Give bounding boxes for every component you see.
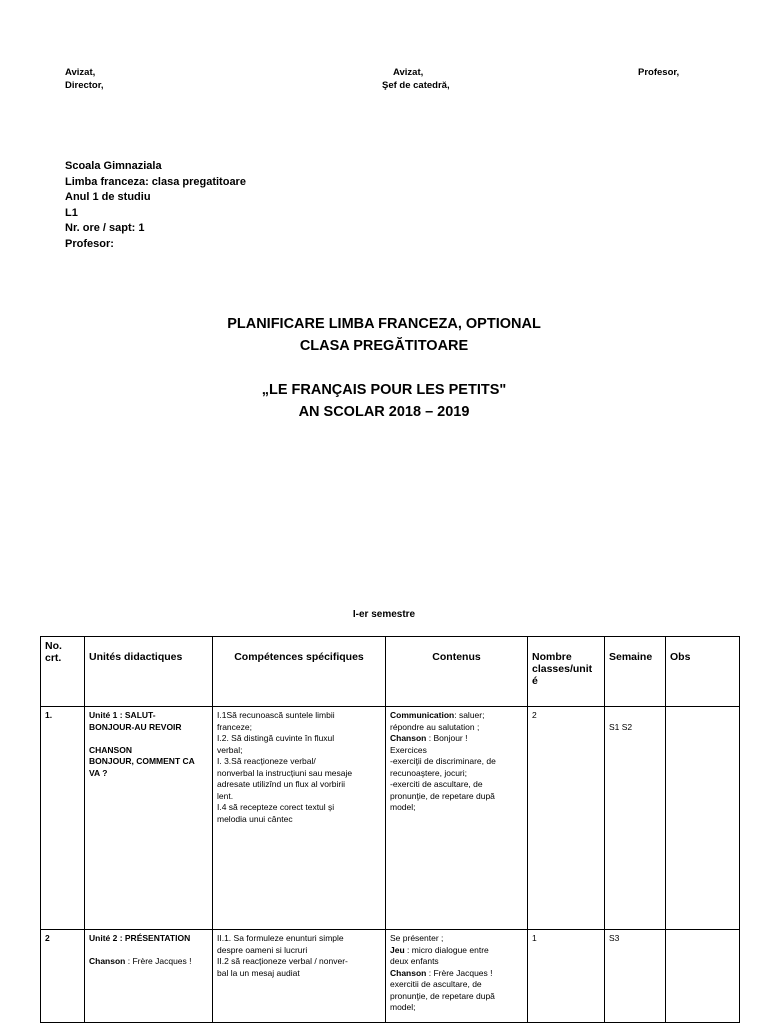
info-subject: Limba franceza: clasa pregatitoare <box>65 175 246 188</box>
row1-comp-line: I.4 să recepteze corect textul și <box>217 802 335 812</box>
row1-contenus <box>386 707 528 930</box>
row1-unite-line: BONJOUR, COMMENT CA <box>89 756 195 766</box>
row1-unite-spacer <box>89 733 208 745</box>
row1-cont-line: model; <box>390 802 416 812</box>
row1-semaine <box>605 707 666 930</box>
row2-cont-line: pronunţie, de repetare după <box>390 990 495 1001</box>
signature-sef-catedra <box>382 66 450 92</box>
info-hours: Nr. ore / sapt: 1 <box>65 222 145 234</box>
header-obs: Obs <box>666 637 740 707</box>
header-nombre-line2: classes/unit <box>532 663 593 675</box>
director-avizat: Avizat, <box>65 67 96 78</box>
header-no <box>41 637 85 707</box>
header-no-line1: No. <box>45 640 62 652</box>
row2-unite <box>85 930 213 1023</box>
row2-comp-line: II.2 să reacționeze verbal / nonver- <box>217 956 348 966</box>
row2-unite-chanson <box>89 956 208 968</box>
row2-comp-line: II.1. Sa formuleze enunturi simple <box>217 933 344 943</box>
table-row <box>41 930 740 1023</box>
header-competences: Compétences spécifiques <box>213 637 386 707</box>
row1-nombre: 2 <box>528 707 605 930</box>
row2-comp-line: bal la un mesaj audiat <box>217 967 300 978</box>
row1-comp-line: melodia unui cântec <box>217 813 293 824</box>
signature-profesor <box>638 66 679 79</box>
row1-comp-line: I.2. Să distingă cuvinte în fluxul <box>217 733 335 743</box>
row1-cont-line: répondre au salutation ; <box>390 721 480 732</box>
header-nombre <box>528 637 605 707</box>
row2-cont-chanson-label: Chanson <box>390 967 427 978</box>
jeu-text: : micro dialogue entre <box>404 944 489 955</box>
row1-cont-line <box>390 710 523 722</box>
director-label: Director, <box>65 80 104 91</box>
row2-semaine: S3 <box>605 930 666 1023</box>
info-level: L1 <box>65 206 78 219</box>
title-line-3: „LE FRANÇAIS POUR LES PETITS" <box>261 382 507 398</box>
row1-comp-line: lent. <box>217 790 234 801</box>
row2-obs <box>666 930 740 1023</box>
row1-comp-line: verbal; <box>217 744 243 755</box>
row1-unite-line: BONJOUR-AU REVOIR <box>89 721 182 732</box>
row1-semaine-spacer <box>609 710 661 722</box>
title-line-4: AN SCOLAR 2018 – 2019 <box>298 404 470 420</box>
profesor-label: Profesor, <box>638 67 680 78</box>
header-nombre-line3: é <box>532 675 538 687</box>
chanson-label: Chanson <box>390 733 427 743</box>
header-unites: Unités didactiques <box>85 637 213 707</box>
header-contenus: Contenus <box>386 637 528 707</box>
sef-label: Şef de catedră, <box>382 80 450 91</box>
planning-table <box>40 636 740 1023</box>
row1-comp-line: I.1Să recunoască suntele limbii <box>217 710 335 720</box>
row2-cont-line: deux enfants <box>390 956 439 966</box>
row2-cont-line: exercitii de ascultare, de <box>390 979 482 989</box>
row2-nombre: 1 <box>528 930 605 1023</box>
row1-semaine-value: S1 S2 <box>609 721 633 732</box>
row2-no: 2 <box>41 930 85 1023</box>
row1-no: 1. <box>41 707 85 930</box>
header-nombre-line1: Nombre <box>532 651 572 663</box>
row1-comp-line: franceze; <box>217 721 252 732</box>
header-no-line2: crt. <box>45 652 62 664</box>
title-block-2 <box>0 379 768 423</box>
info-profesor: Profesor: <box>65 237 114 250</box>
title-line-2: CLASA PREGĂTITOARE <box>299 338 469 354</box>
row1-cont-line <box>390 733 523 745</box>
communication-label: Communication <box>390 710 455 720</box>
row1-cont-line: recunoaştere, jocuri; <box>390 767 468 778</box>
row1-unite-line: VA ? <box>89 767 108 778</box>
header-semaine: Semaine <box>605 637 666 707</box>
row1-unite <box>85 707 213 930</box>
row1-cont-line: -exerciti de ascultare, de <box>390 779 483 789</box>
row1-cont-line: pronunţie, de repetare după <box>390 790 495 801</box>
row1-obs <box>666 707 740 930</box>
row1-comp-line: adresate utilizînd un flux al vorbirii <box>217 779 346 789</box>
row1-unite-line: Unité 1 : SALUT- <box>89 710 156 720</box>
table-header-row <box>41 637 740 707</box>
row2-unite-spacer <box>89 945 208 957</box>
row1-unite-line: CHANSON <box>89 744 132 755</box>
semester-label: I-er semestre <box>352 609 416 620</box>
row1-cont-line: Exercices <box>390 744 427 755</box>
row1-comp-line: I. 3.Să reacționeze verbal/ <box>217 756 316 766</box>
title-line-1: PLANIFICARE LIMBA FRANCEZA, OPTIONAL <box>227 316 541 332</box>
row2-cont-line <box>390 968 523 980</box>
row1-comp-line: nonverbal la instrucțiuni sau mesaje <box>217 767 353 778</box>
title-block-1 <box>0 313 768 357</box>
row2-cont-chanson-text: : Frère Jacques ! <box>426 967 493 978</box>
row2-chanson-label: Chanson <box>89 956 126 966</box>
row2-competences <box>213 930 386 1023</box>
sef-avizat: Avizat, <box>393 67 424 78</box>
row1-competences <box>213 707 386 930</box>
row2-cont-line <box>390 945 523 957</box>
jeu-label: Jeu <box>390 944 405 955</box>
chanson-text: : Bonjour ! <box>426 733 468 743</box>
signature-director <box>65 66 104 92</box>
info-school: Scoala Gimnaziala <box>65 160 162 172</box>
communication-text: : saluer; <box>454 710 485 720</box>
row1-cont-line: -exerciţii de discriminare, de <box>390 756 496 766</box>
row2-contenus <box>386 930 528 1023</box>
row2-chanson-text: : Frère Jacques ! <box>125 956 192 966</box>
school-info <box>65 159 246 252</box>
row2-cont-line: model; <box>390 1002 416 1012</box>
table-row <box>41 707 740 930</box>
info-year: Anul 1 de studiu <box>65 191 151 203</box>
row2-unite-label: Unité 2 : PRÉSENTATION <box>89 933 191 943</box>
row2-cont-line: Se présenter ; <box>390 933 444 943</box>
row2-comp-line: despre oameni si lucruri <box>217 944 308 955</box>
